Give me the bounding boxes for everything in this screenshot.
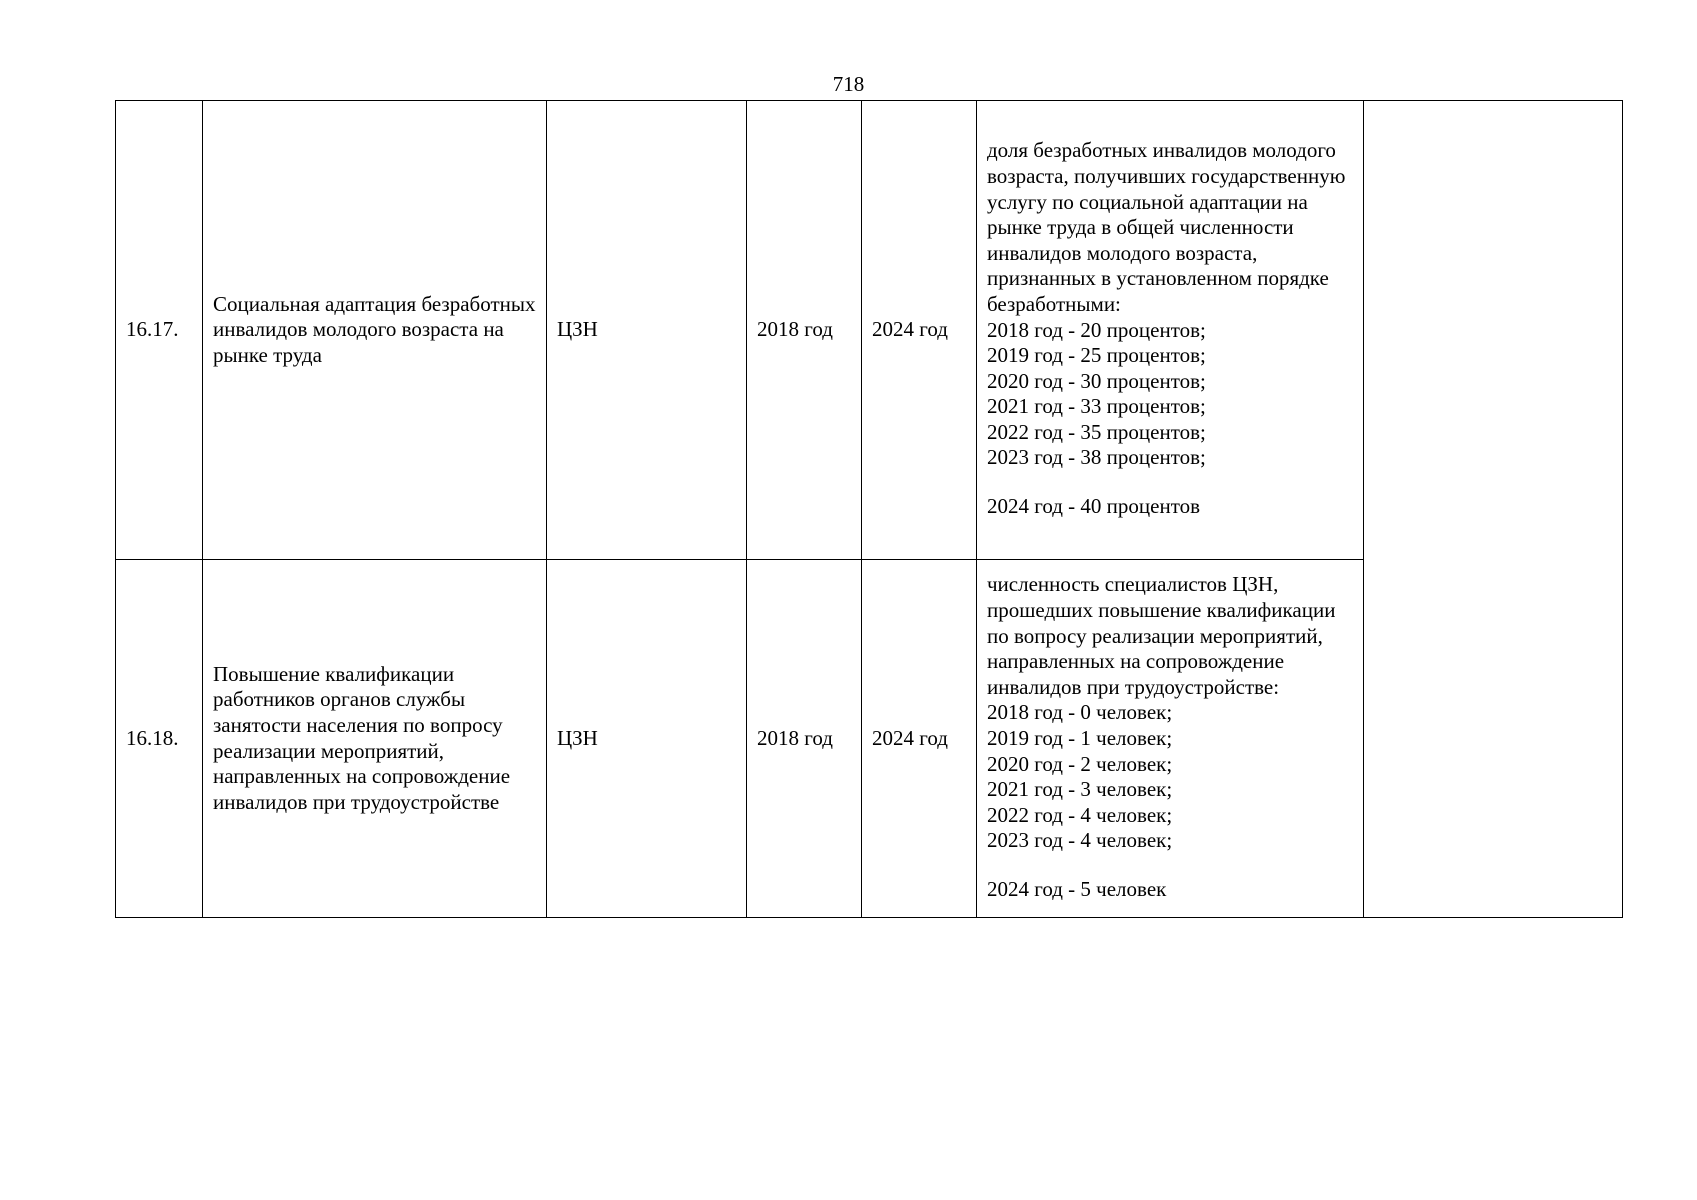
start-year: 2018 год <box>747 560 862 918</box>
indicator-value: 2023 год - 4 человек; <box>987 828 1173 853</box>
indicator-value: 2022 год - 4 человек; <box>987 802 1173 827</box>
indicator-value: 2019 год - 1 человек; <box>987 726 1173 750</box>
end-year: 2024 год <box>862 560 977 918</box>
indicator-value: 2020 год - 2 человек; <box>987 751 1173 776</box>
executor: ЦЗН <box>547 560 747 918</box>
end-year: 2024 год <box>862 101 977 560</box>
indicator-intro: численность специалистов ЦЗН, прошедших повышение квалификации по вопросу реализации мероприятий, направленных на сопровождение инвалидов при трудоустройстве: <box>987 572 1336 699</box>
row-number: 16.17. <box>116 101 203 560</box>
indicator-value: 2021 год - 33 процентов; <box>987 394 1206 419</box>
indicator-cell <box>977 101 1364 560</box>
indicator-value: 2018 год - 0 человек; <box>987 700 1173 725</box>
start-year: 2018 год <box>747 101 862 560</box>
indicator-value-final: 2024 год - 5 человек <box>987 876 1167 901</box>
row-number: 16.18. <box>116 560 203 918</box>
measures-table <box>115 100 1623 918</box>
spacer <box>987 854 1353 877</box>
indicator-value: 2022 год - 35 процентов; <box>987 419 1206 444</box>
indicator-cell <box>977 560 1364 918</box>
empty-cell <box>1364 101 1623 918</box>
indicator-intro: доля безработных инвалидов молодого возраста, получивших государственную услугу по социальной адаптации на рынке труда в общей численности инвалидов молодого возраста, признанных в установленном порядке безработными: <box>987 138 1346 316</box>
executor: ЦЗН <box>547 101 747 560</box>
indicator-value: 2020 год - 30 процентов; <box>987 368 1206 393</box>
indicator-value: 2021 год - 3 человек; <box>987 777 1173 802</box>
table-row <box>116 101 1623 560</box>
spacer <box>987 471 1353 494</box>
indicator-value-final: 2024 год - 40 процентов <box>987 494 1201 519</box>
indicator-value: 2023 год - 38 процентов; <box>987 445 1206 470</box>
indicator-value: 2018 год - 20 процентов; <box>987 317 1206 342</box>
measure-name: Повышение квалификации работников органов службы занятости населения по вопросу реализации мероприятий, направленных на сопровождение инвалидов при трудоустройстве <box>203 560 547 918</box>
page-number: 718 <box>832 72 865 96</box>
measure-name: Социальная адаптация безработных инвалидов молодого возраста на рынке труда <box>203 101 547 560</box>
indicator-value: 2019 год - 25 процентов; <box>987 343 1206 368</box>
